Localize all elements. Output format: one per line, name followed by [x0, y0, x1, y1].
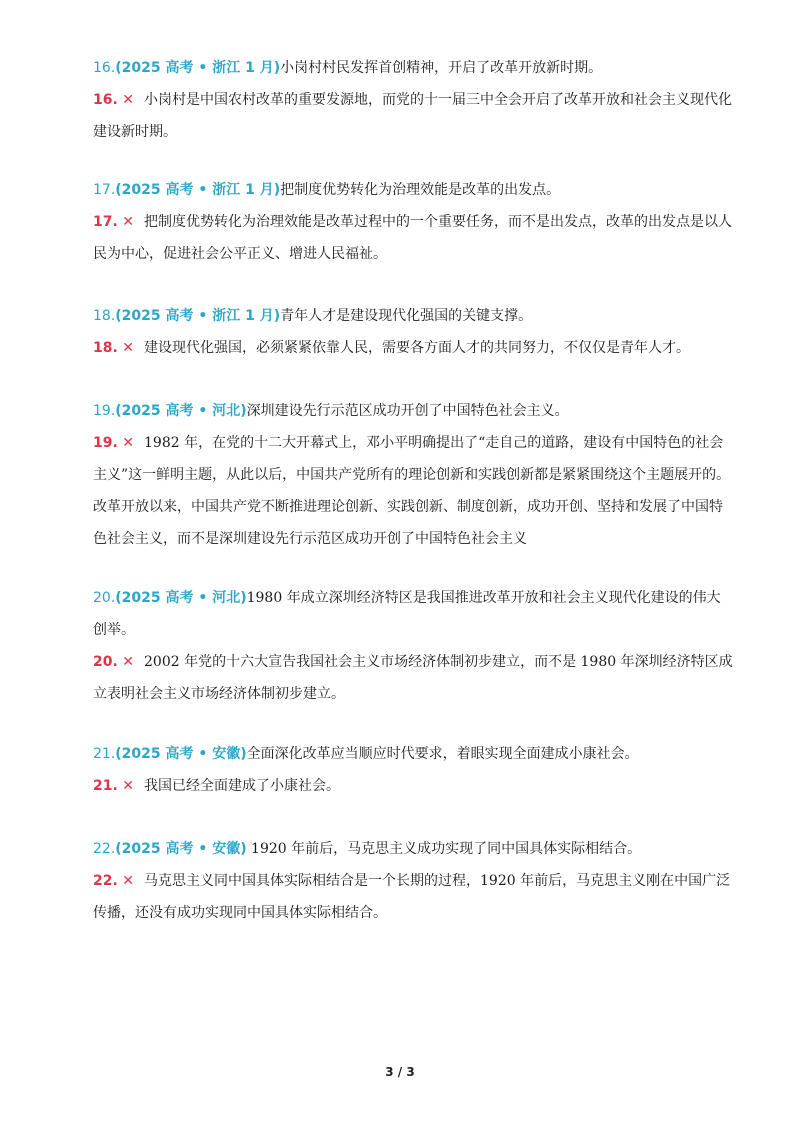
- question-block-18: [93, 300, 733, 364]
- question-block-20: [93, 582, 733, 710]
- question-line: [93, 833, 733, 865]
- wrong-mark-icon: ✕: [122, 92, 134, 108]
- answer-line: [93, 84, 733, 148]
- question-line: [93, 52, 733, 84]
- answer-line: [93, 206, 733, 270]
- answer-number: 19.: [93, 435, 118, 451]
- question-source: (2025 高考 • 河北): [115, 403, 247, 419]
- question-statement: 1980 年成立深圳经济特区是我国推进改革开放和社会主义现代化建设的伟大创举。: [93, 590, 721, 638]
- question-statement: 小岗村村民发挥首创精神，开启了改革开放新时期。: [280, 60, 603, 76]
- answer-explanation: 建设现代化强国，必须紧紧依靠人民，需要各方面人才的共同努力，不仅仅是青年人才。: [144, 340, 690, 356]
- question-source: (2025 高考 • 浙江 1 月): [115, 182, 281, 198]
- question-line: [93, 174, 733, 206]
- question-statement: 青年人才是建设现代化强国的关键支撑。: [280, 308, 533, 324]
- answer-line: [93, 770, 733, 802]
- question-block-16: [93, 52, 733, 148]
- answer-explanation: 我国已经全面建成了小康社会。: [144, 778, 340, 794]
- question-statement: 1920 年前后，马克思主义成功实现了同中国具体实际相结合。: [246, 841, 642, 857]
- question-source: (2025 高考 • 河北): [115, 590, 247, 606]
- question-line: [93, 395, 733, 427]
- question-number: 21.: [93, 746, 116, 762]
- answer-number: 18.: [93, 340, 118, 356]
- question-statement: 深圳建设先行示范区成功开创了中国特色社会主义。: [246, 403, 569, 419]
- question-line: [93, 738, 733, 770]
- answer-explanation: 1982 年，在党的十二大开幕式上，邓小平明确提出了“走自己的道路，建设有中国特色的社会主义”这一鲜明主题，从此以后，中国共产党所有的理论创新和实践创新都是紧紧围绕这个主题展开的。改革开放以来，中国共产党不断推进理论创新、实践创新、制度创新，成功开创、坚持和发展了中国特色社会主义，而不是深圳建设先行示范区成功开创了中国特色社会主义: [93, 435, 731, 547]
- question-statement: 全面深化改革应当顺应时代要求，着眼实现全面建成小康社会。: [246, 746, 639, 762]
- answer-explanation: 小岗村是中国农村改革的重要发源地，而党的十一届三中全会开启了改革开放和社会主义现代化建设新时期。: [93, 92, 732, 140]
- wrong-mark-icon: ✕: [122, 873, 134, 889]
- question-number: 18.: [93, 308, 116, 324]
- question-number: 22.: [93, 841, 116, 857]
- question-number: 16.: [93, 60, 116, 76]
- answer-number: 21.: [93, 778, 118, 794]
- question-source: (2025 高考 • 浙江 1 月): [115, 308, 281, 324]
- answer-line: [93, 646, 733, 710]
- question-source: (2025 高考 • 浙江 1 月): [115, 60, 281, 76]
- answer-line: [93, 865, 733, 929]
- answer-number: 17.: [93, 214, 118, 230]
- question-statement: 把制度优势转化为治理效能是改革的出发点。: [280, 182, 561, 198]
- page-number: 3 / 3: [385, 1065, 415, 1079]
- answer-line: [93, 332, 733, 364]
- question-number: 17.: [93, 182, 116, 198]
- question-line: [93, 300, 733, 332]
- answer-explanation: 马克思主义同中国具体实际相结合是一个长期的过程，1920 年前后，马克思主义刚在中国广泛传播，还没有成功实现同中国具体实际相结合。: [93, 873, 731, 921]
- question-number: 20.: [93, 590, 116, 606]
- wrong-mark-icon: ✕: [122, 435, 134, 451]
- question-line: [93, 582, 733, 646]
- question-block-21: [93, 738, 733, 802]
- question-source: (2025 高考 • 安徽): [115, 746, 247, 762]
- wrong-mark-icon: ✕: [122, 778, 134, 794]
- answer-number: 20.: [93, 654, 118, 670]
- answer-line: [93, 427, 733, 555]
- wrong-mark-icon: ✕: [122, 654, 134, 670]
- question-block-22: [93, 833, 733, 929]
- question-number: 19.: [93, 403, 116, 419]
- answer-explanation: 2002 年党的十六大宣告我国社会主义市场经济体制初步建立，而不是 1980 年深圳经济特区成立表明社会主义市场经济体制初步建立。: [93, 654, 733, 702]
- answer-explanation: 把制度优势转化为治理效能是改革过程中的一个重要任务，而不是出发点，改革的出发点是以人民为中心，促进社会公平正义、增进人民福祉。: [93, 214, 732, 262]
- wrong-mark-icon: ✕: [122, 214, 134, 230]
- answer-number: 22.: [93, 873, 118, 889]
- question-block-19: [93, 395, 733, 555]
- question-block-17: [93, 174, 733, 270]
- wrong-mark-icon: ✕: [122, 340, 134, 356]
- question-source: (2025 高考 • 安徽): [115, 841, 247, 857]
- answer-number: 16.: [93, 92, 118, 108]
